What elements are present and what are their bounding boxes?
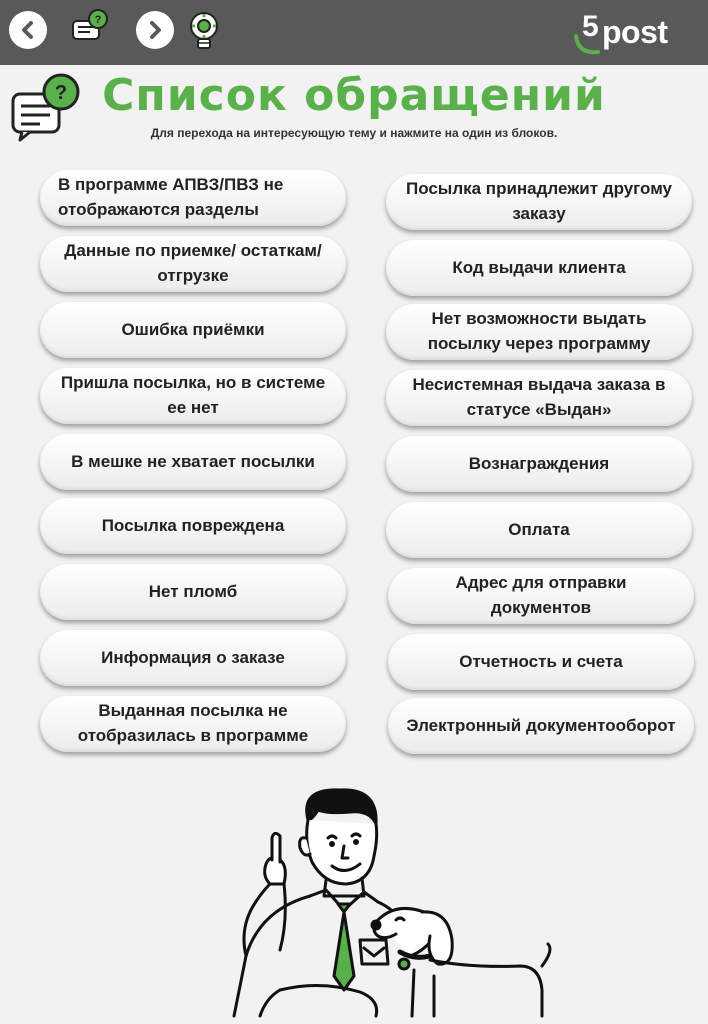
- topic-button-right-9[interactable]: [388, 698, 694, 754]
- topic-button-left-6[interactable]: [40, 498, 346, 554]
- topic-label: Оплата: [508, 519, 570, 539]
- topic-label: Нет возможности выдать посылку через программу: [427, 309, 651, 353]
- logo-five: 5: [582, 10, 599, 43]
- chevron-right-icon: [144, 19, 166, 41]
- top-bar: [0, 0, 708, 65]
- page-title: Список обращений: [102, 70, 606, 121]
- lightbulb-gear-icon[interactable]: [184, 8, 224, 54]
- chat-question-icon[interactable]: [70, 8, 112, 50]
- man-with-dog-illustration: [200, 780, 560, 1020]
- topic-label: Код выдачи клиента: [452, 257, 626, 277]
- topic-label: В программе АПВЗ/ПВЗ не отображаются разделы: [58, 175, 284, 219]
- topic-label: Нет пломб: [148, 581, 238, 601]
- topic-button-right-1[interactable]: [386, 174, 692, 230]
- topic-button-right-6[interactable]: [386, 502, 692, 558]
- topic-label: Выданная посылка не отобразилась в программе: [77, 701, 309, 745]
- back-button[interactable]: [9, 11, 47, 49]
- svg-text:?: ?: [54, 82, 68, 104]
- topic-label: Посылка принадлежит другому заказу: [405, 179, 673, 223]
- topic-button-right-8[interactable]: [388, 634, 694, 690]
- topic-label: Электронный документооборот: [406, 715, 676, 735]
- topic-label: Данные по приемке/ остаткам/ отгрузке: [64, 241, 322, 285]
- 5post-logo: [572, 10, 682, 56]
- topic-button-left-4[interactable]: [40, 368, 346, 424]
- topic-button-right-4[interactable]: [386, 370, 692, 426]
- topic-button-right-5[interactable]: [386, 436, 692, 492]
- topic-label: Отчетность и счета: [459, 651, 623, 671]
- topic-button-right-3[interactable]: [386, 304, 692, 360]
- topic-button-left-7[interactable]: [40, 564, 346, 620]
- topic-label: Несистемная выдача заказа в статусе «Выдан»: [412, 375, 666, 419]
- topic-label: Посылка повреждена: [101, 515, 285, 535]
- topic-button-left-3[interactable]: [40, 302, 346, 358]
- topic-button-right-7[interactable]: [388, 568, 694, 624]
- page-subtitle: Для перехода на интересующую тему и нажмите на один из блоков.: [150, 126, 558, 140]
- topic-button-left-2[interactable]: [40, 236, 346, 292]
- topic-label: Пришла посылка, но в системе ее нет: [60, 373, 326, 417]
- topic-label: Адрес для отправки документов: [455, 573, 627, 617]
- forward-button[interactable]: [136, 11, 174, 49]
- topic-label: В мешке не хватает посылки: [71, 451, 315, 471]
- topic-label: Ошибка приёмки: [121, 319, 265, 339]
- topic-button-left-9[interactable]: [40, 696, 346, 752]
- topic-button-left-1[interactable]: [40, 170, 346, 226]
- topic-label: Информация о заказе: [101, 647, 285, 667]
- topic-label: Вознаграждения: [468, 453, 610, 473]
- svg-text:?: ?: [94, 14, 102, 26]
- logo-post: post: [602, 14, 668, 50]
- topic-button-left-5[interactable]: [40, 434, 346, 490]
- topic-button-right-2[interactable]: [386, 240, 692, 296]
- topic-button-left-8[interactable]: [40, 630, 346, 686]
- chevron-left-icon: [17, 19, 39, 41]
